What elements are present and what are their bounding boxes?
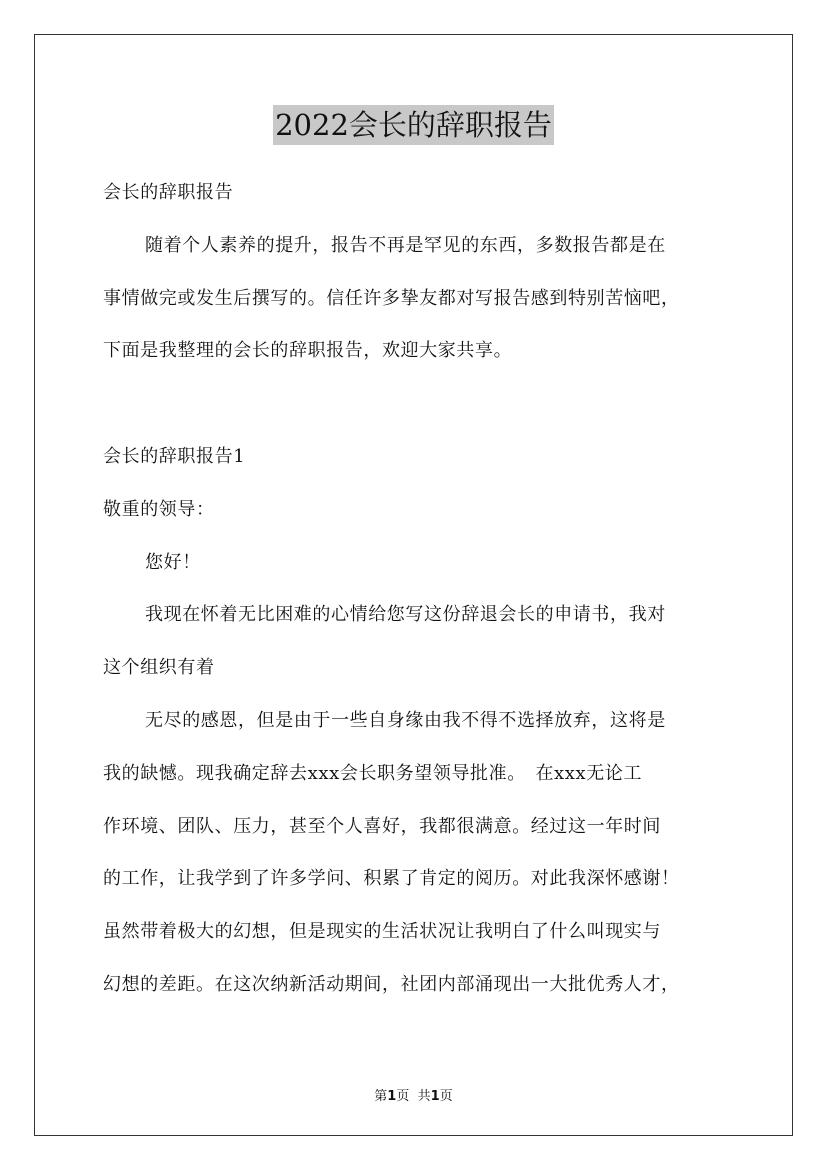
paragraph-line: 这个组织有着 — [103, 657, 215, 679]
title-wrapper — [35, 105, 792, 145]
document-body — [103, 175, 728, 1020]
page-footer — [35, 1085, 792, 1104]
paragraph-line: 的工作，让我学到了许多学问、积累了肯定的阅历。对此我深怀感谢！ — [103, 868, 680, 890]
page-number: 1 — [387, 1089, 397, 1104]
paragraph-line: 我现在怀着无比困难的心情给您写这份辞退会长的申请书，我对 — [145, 604, 666, 626]
document-title: 2022会长的辞职报告 — [273, 105, 554, 145]
greeting: 您好！ — [145, 551, 201, 573]
total-prefix: 共 — [417, 1089, 431, 1104]
page-label-suffix: 页 — [396, 1089, 410, 1104]
total-pages: 1 — [430, 1089, 440, 1104]
salutation: 敬重的领导： — [103, 498, 215, 520]
page-label-prefix: 第 — [374, 1089, 388, 1104]
paragraph-line: 随着个人素养的提升，报告不再是罕见的东西，多数报告都是在 — [145, 234, 666, 256]
document-page — [34, 34, 793, 1136]
paragraph-line: 幻想的差距。在这次纳新活动期间，社团内部涌现出一大批优秀人才， — [103, 973, 680, 995]
paragraph-line: 我的缺憾。现我确定辞去xxx会长职务望领导批准。 在xxx无论工 — [103, 762, 643, 784]
section-heading: 会长的辞职报告1 — [103, 445, 246, 467]
paragraph-line: 下面是我整理的会长的辞职报告，欢迎大家共享。 — [103, 340, 513, 362]
section-heading: 会长的辞职报告 — [103, 182, 234, 203]
blank-line — [103, 386, 728, 439]
paragraph-line: 作环境、团队、压力，甚至个人喜好，我都很满意。经过这一年时间 — [103, 815, 661, 837]
total-suffix: 页 — [439, 1089, 453, 1104]
paragraph-line: 事情做完或发生后撰写的。信任许多挚友都对写报告感到特别苦恼吧， — [103, 287, 680, 309]
paragraph-line: 无尽的感恩，但是由于一些自身缘由我不得不选择放弃，这将是 — [145, 709, 666, 731]
paragraph-line: 虽然带着极大的幻想，但是现实的生活状况让我明白了什么叫现实与 — [103, 921, 661, 943]
